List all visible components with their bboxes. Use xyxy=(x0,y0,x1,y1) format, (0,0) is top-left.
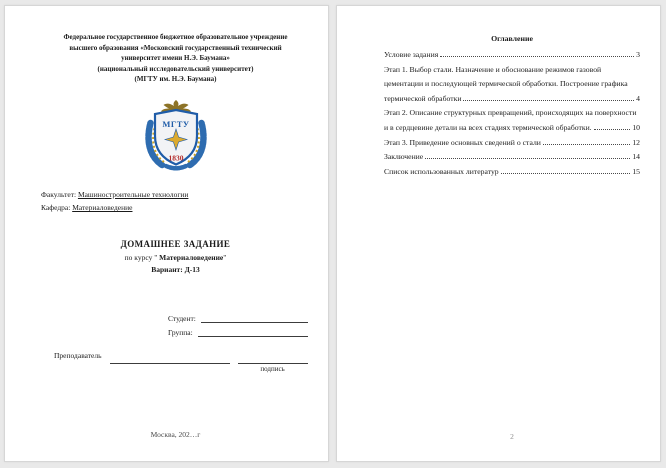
signature-block xyxy=(238,351,308,373)
faculty-department-block xyxy=(41,188,316,215)
page-2-content xyxy=(337,6,660,179)
toc-page-number: 10 xyxy=(632,122,640,132)
toc-entry xyxy=(384,165,640,180)
page-1-content xyxy=(5,6,328,373)
signature-caption: подпись xyxy=(260,364,285,373)
toc-entry-line: Этап 2. Описание структурных превращений, происходящих на поверхности xyxy=(384,108,637,118)
teacher-blank-line xyxy=(110,351,230,364)
variant-line: Вариант: Д-13 xyxy=(151,264,200,274)
toc-entry-text: термической обработки xyxy=(384,93,462,103)
toc-entry-line: цементации и последующей термической обработки. Построение графика xyxy=(384,79,628,89)
student-block xyxy=(35,310,316,337)
toc-entry-line xyxy=(384,121,640,136)
department-line xyxy=(41,201,316,215)
page-1-title-page xyxy=(4,5,329,462)
toc-page-number: 12 xyxy=(632,137,640,147)
city-year-footer: Москва, 202…г xyxy=(150,430,201,439)
page-2-table-of-contents xyxy=(336,5,661,462)
group-blank-line xyxy=(198,326,308,337)
group-row xyxy=(168,323,308,337)
toc-entry-line xyxy=(384,92,640,107)
department-label: Кафедра: xyxy=(41,203,71,213)
course-name: Материаловедение xyxy=(159,252,224,262)
student-row xyxy=(168,310,308,324)
assignment-title: ДОМАШНЕЕ ЗАДАНИЕ xyxy=(120,238,231,249)
university-header-line: Федеральное государственное бюджетное образовательное учреждение xyxy=(63,33,288,41)
dot-leader xyxy=(440,56,634,57)
toc-entry-line xyxy=(384,150,640,165)
page-number: 2 xyxy=(510,432,514,441)
toc-entry-text: Заключение xyxy=(384,152,424,162)
toc-entry xyxy=(384,48,640,63)
university-header-line: (национальный исследовательский университет) xyxy=(97,64,254,73)
university-header xyxy=(35,32,316,85)
teacher-row xyxy=(54,351,316,373)
toc-entry xyxy=(384,136,640,151)
dot-leader xyxy=(543,144,630,145)
toc-entry-text: и в сердцевине детали на всех стадиях термической обработки. xyxy=(384,122,592,132)
faculty-value: Машиностроительные технологии xyxy=(77,189,189,199)
toc-entry-line xyxy=(384,165,640,180)
toc-page-number: 15 xyxy=(632,166,640,176)
faculty-label: Факультет: xyxy=(41,189,77,199)
university-header-line: (МГТУ им. Н.Э. Баумана) xyxy=(134,75,217,84)
emblem-abbr: МГТУ xyxy=(161,118,190,129)
toc-page-number: 4 xyxy=(636,93,640,103)
toc-entry xyxy=(384,63,640,107)
student-blank-line xyxy=(201,312,308,323)
emblem-year: 1830 xyxy=(168,153,183,163)
toc-heading: Оглавление xyxy=(491,34,533,43)
toc-entry xyxy=(384,150,640,165)
signature-blank-line xyxy=(238,351,308,364)
toc-entry-text: Список использованных литератур xyxy=(384,166,499,176)
course-prefix: по курсу " xyxy=(124,252,160,262)
toc-entry xyxy=(384,106,640,135)
dot-leader xyxy=(463,100,634,101)
toc-page-number: 14 xyxy=(632,152,640,162)
toc-entry-line xyxy=(384,136,640,151)
dot-leader xyxy=(425,158,630,159)
course-suffix: " xyxy=(223,252,227,262)
university-emblem-icon xyxy=(140,98,212,172)
department-value: Материаловедение xyxy=(72,203,133,213)
student-label: Студент: xyxy=(168,314,196,324)
toc-entry-text: Условие задания xyxy=(384,50,439,59)
toc-entry-line xyxy=(384,48,640,63)
toc-entry-line: Этап 1. Выбор стали. Назначение и обоснование режимов газовой xyxy=(384,64,602,74)
faculty-line xyxy=(41,188,316,202)
toc-page-number: 3 xyxy=(636,50,640,59)
course-line xyxy=(35,252,316,264)
table-of-contents xyxy=(384,48,640,179)
dot-leader xyxy=(501,173,631,174)
assignment-title-block xyxy=(35,239,316,276)
group-label: Группа: xyxy=(168,327,193,337)
dot-leader xyxy=(594,129,631,130)
wreath-bottom xyxy=(166,166,186,168)
university-header-line: высшего образования «Московский государственный технический xyxy=(69,43,282,52)
teacher-label: Преподаватель xyxy=(54,350,102,360)
university-header-line: университет имени Н.Э. Баумана» xyxy=(121,54,230,63)
toc-entry-text: Этап 3. Приведение основных сведений о стали xyxy=(384,137,541,147)
